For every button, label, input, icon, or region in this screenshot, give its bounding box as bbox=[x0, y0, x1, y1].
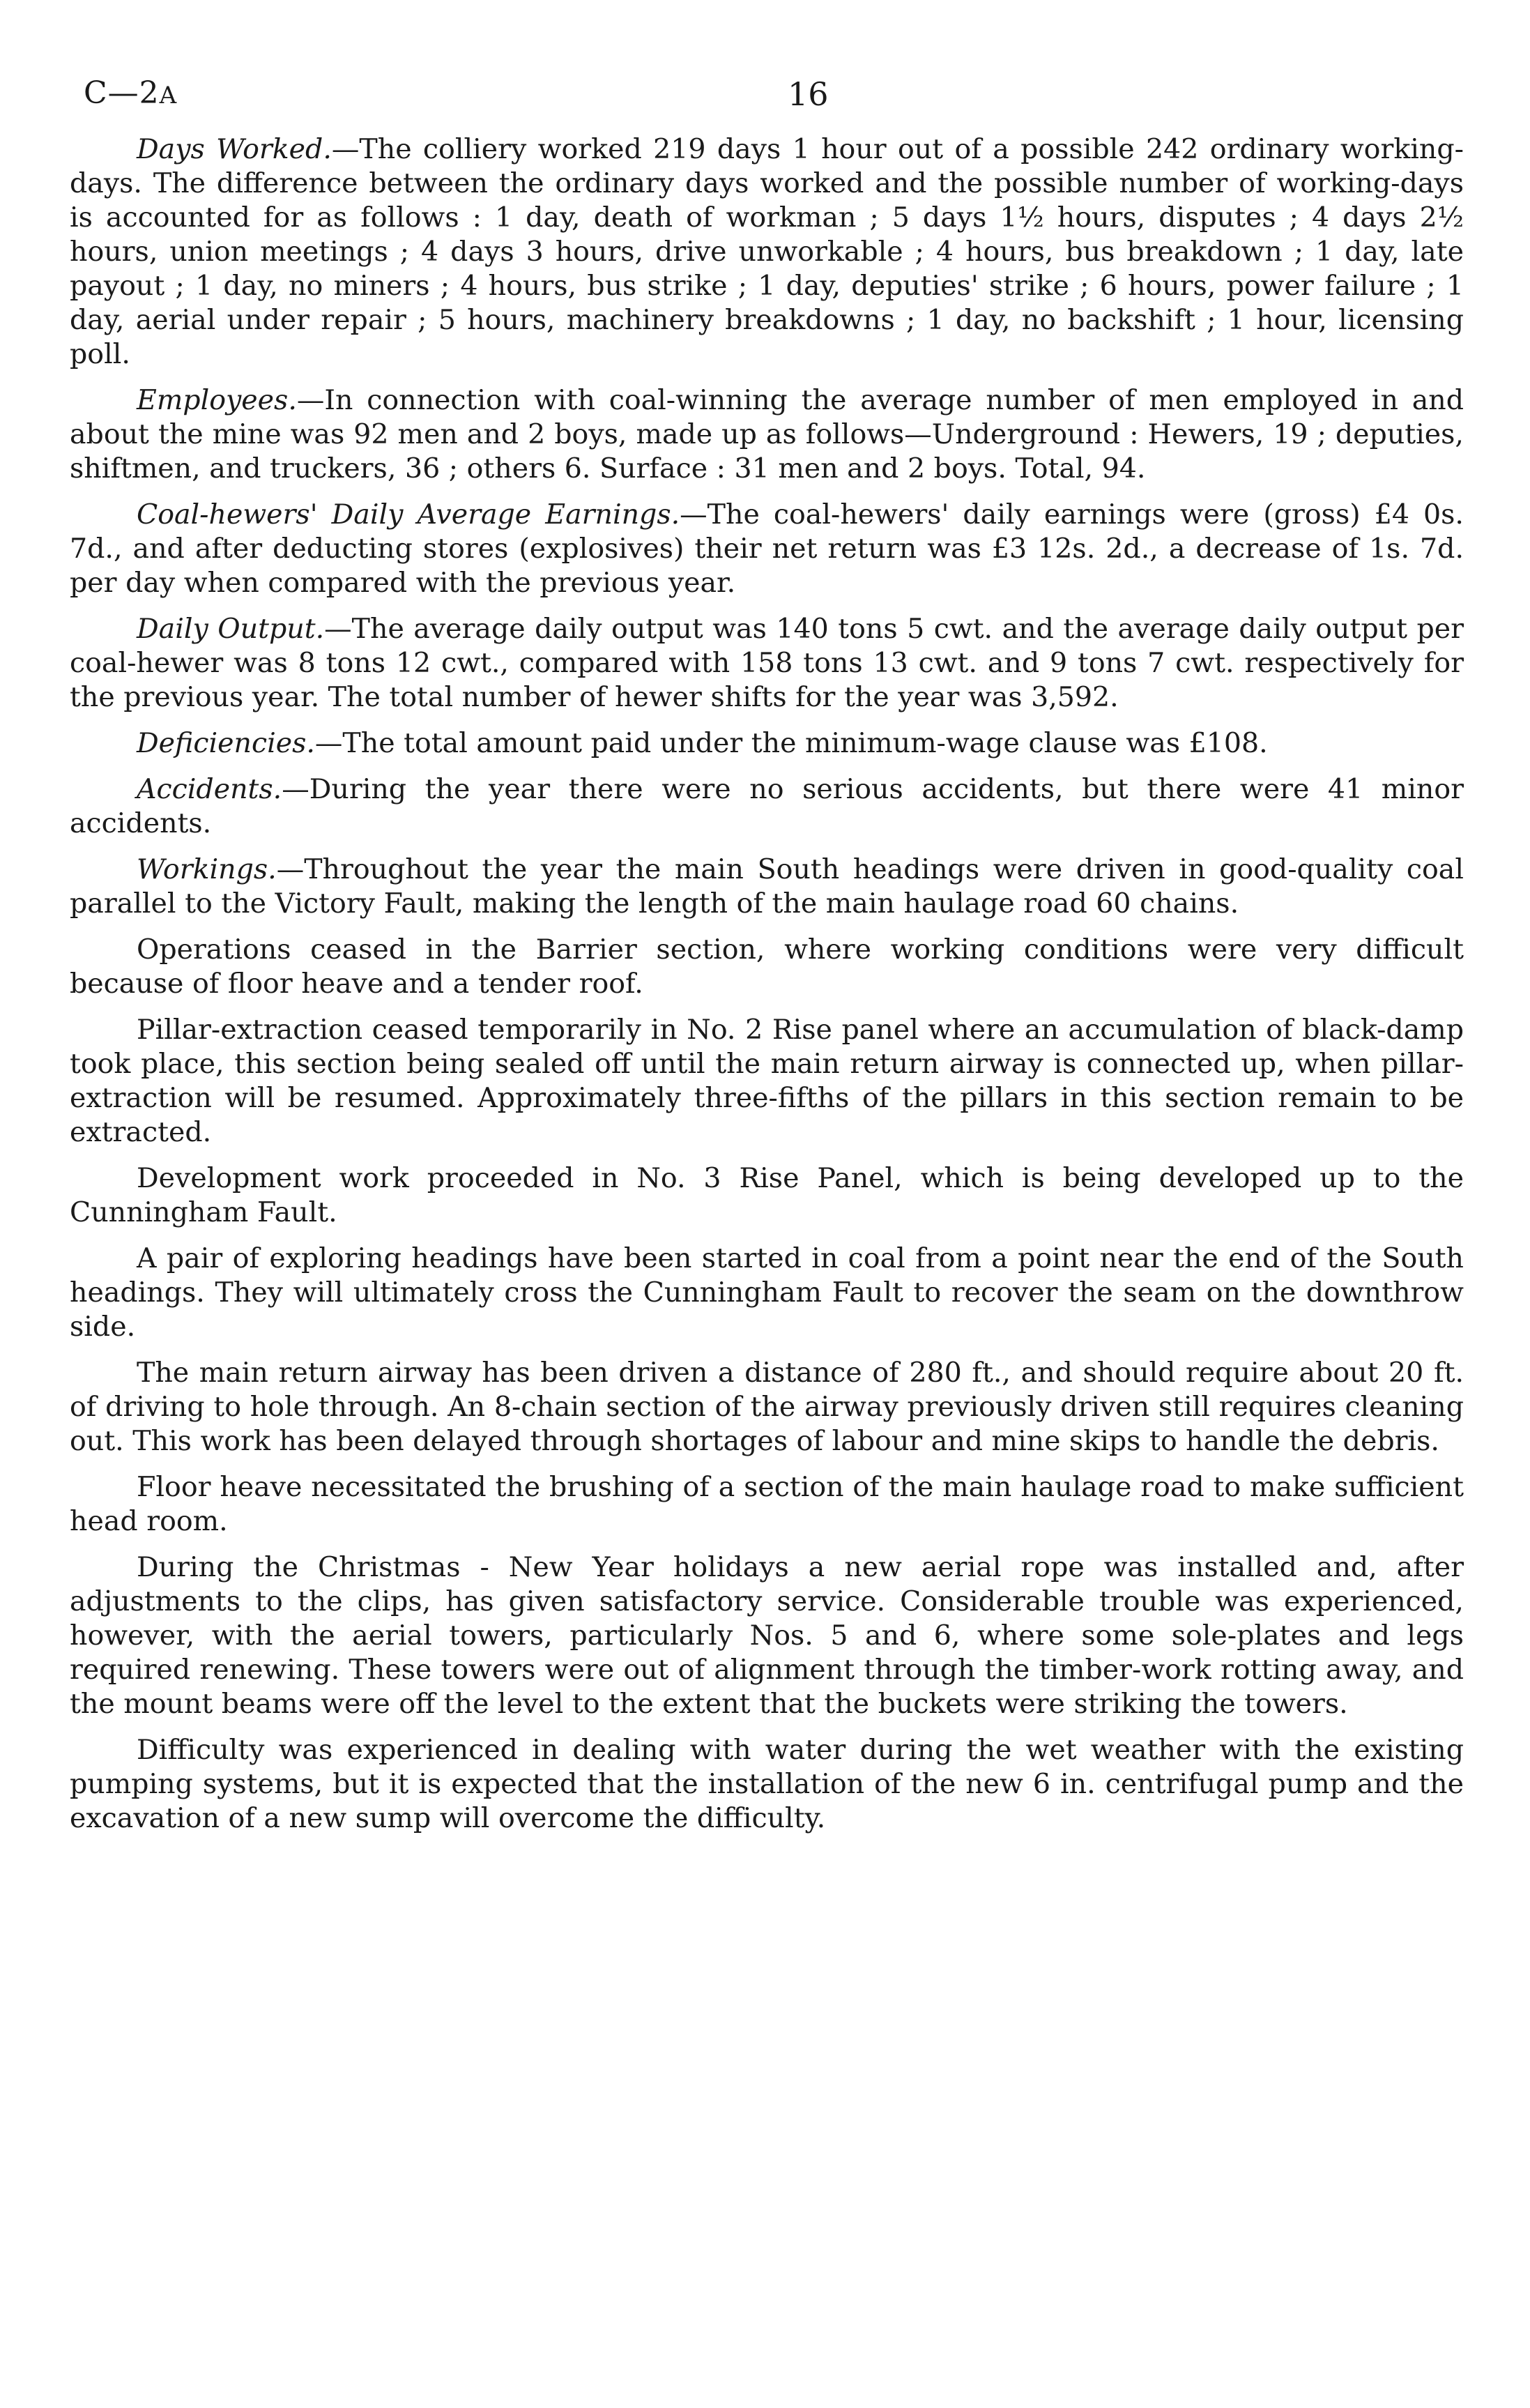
paragraph-days-worked bbox=[70, 132, 1464, 372]
paragraph-text: —In connection with coal-winning the average number of men employed in and about the mine was 92 men and 2 boys, made up as follows—Underground : Hewers, 19 ; deputies, shiftmen, and truckers, 36 ; others 6. Surface : 31 men and 2 boys. Total, 94. bbox=[70, 384, 1464, 485]
document-reference bbox=[84, 75, 177, 111]
paragraph-text: —The total amount paid under the minimum-wage clause was £108. bbox=[314, 727, 1268, 759]
reference-main: C—2 bbox=[84, 75, 160, 111]
paragraph-daily-output bbox=[70, 612, 1464, 715]
paragraph-deficiencies bbox=[70, 726, 1464, 761]
paragraph-workings bbox=[70, 853, 1464, 921]
paragraph-exploring-headings: A pair of exploring headings have been started in coal from a point near the end of the South headings. They will ultimately cross the Cunningham Fault to recover the seam on the downthrow side. bbox=[70, 1242, 1464, 1343]
paragraph-heading: Employees. bbox=[137, 384, 297, 416]
paragraph-accidents bbox=[70, 772, 1464, 841]
paragraph-development-work: Development work proceeded in No. 3 Rise Panel, which is being developed up to the Cunningham Fault. bbox=[70, 1162, 1464, 1228]
document-body bbox=[70, 132, 1464, 1836]
paragraph-heading: Workings. bbox=[137, 853, 277, 885]
paragraph-return-airway: The main return airway has been driven a distance of 280 ft., and should require about 20 ft. of driving to hole through. An 8-chain section of the airway previously driven still requires cleaning out. This work has been delayed through shortages of labour and mine skips to handle the debris. bbox=[70, 1357, 1464, 1457]
paragraph-employees bbox=[70, 383, 1464, 486]
paragraph-text: —The colliery worked 219 days 1 hour out of a possible 242 ordinary working-days. The difference between the ordinary days worked and the possible number of working-days is accounted for as follows : 1 day, death of workman ; 5 days 1½ hours, disputes ; 4 days 2½ hours, union meetings ; 4 days 3 hours, drive unworkable ; 4 hours, bus breakdown ; 1 day, late payout ; 1 day, no miners ; 4 hours, bus strike ; 1 day, deputies' strike ; 6 hours, power failure ; 1 day, aerial under repair ; 5 hours, machinery breakdowns ; 1 day, no backshift ; 1 hour, licensing poll. bbox=[70, 133, 1464, 370]
paragraph-floor-heave: Floor heave necessitated the brushing of a section of the main haulage road to make sufficient head room. bbox=[70, 1471, 1464, 1537]
paragraph-heading: Coal-hewers' Daily Average Earnings. bbox=[137, 498, 680, 531]
paragraph-pillar-extraction: Pillar-extraction ceased temporarily in No. 2 Rise panel where an accumulation of black-damp took place, this section being sealed off until the main return airway is connected up, when pillar-extraction will be resumed. Approximately three-fifths of the pillars in this section remain to be extracted. bbox=[70, 1014, 1464, 1148]
document-page bbox=[70, 70, 1464, 1847]
paragraph-text: —The average daily output was 140 tons 5 cwt. and the average daily output per coal-hewer was 8 tons 12 cwt., compared with 158 tons 13 cwt. and 9 tons 7 cwt. respectively for the previous year. The total number of hewer shifts for the year was 3,592. bbox=[70, 613, 1464, 713]
paragraph-text: —During the year there were no serious accidents, but there were 41 minor accidents. bbox=[70, 773, 1464, 839]
paragraph-heading: Days Worked. bbox=[137, 133, 332, 165]
paragraph-heading: Accidents. bbox=[137, 773, 282, 805]
paragraph-text: —The coal-hewers' daily earnings were (gross) £4 0s. 7d., and after deducting stores (explosives) their net return was £3 12s. 2d., a decrease of 1s. 7d. per day when compared with the previous year. bbox=[70, 498, 1464, 599]
paragraph-text: —Throughout the year the main South headings were driven in good-quality coal parallel to the Victory Fault, making the length of the main haulage road 60 chains. bbox=[70, 853, 1464, 920]
reference-sub: A bbox=[159, 82, 178, 109]
paragraph-heading: Deficiencies. bbox=[137, 727, 315, 759]
page-number: 16 bbox=[788, 75, 829, 113]
page-header bbox=[70, 70, 1464, 132]
paragraph-earnings bbox=[70, 498, 1464, 600]
paragraph-aerial-rope: During the Christmas - New Year holidays a new aerial rope was installed and, after adjustments to the clips, has given satisfactory service. Considerable trouble was experienced, however, with the aerial towers, particularly Nos. 5 and 6, where some sole-plates and legs required renewing. These towers were out of alignment through the timber-work rotting away, and the mount beams were off the level to the extent that the buckets were striking the towers. bbox=[70, 1551, 1464, 1720]
paragraph-water-pumping: Difficulty was experienced in dealing with water during the wet weather with the existing pumping systems, but it is expected that the installation of the new 6 in. centrifugal pump and the excavation of a new sump will overcome the difficulty. bbox=[70, 1734, 1464, 1834]
paragraph-barrier-section: Operations ceased in the Barrier section, where working conditions were very difficult because of floor heave and a tender roof. bbox=[70, 934, 1464, 1000]
paragraph-heading: Daily Output. bbox=[137, 613, 325, 645]
